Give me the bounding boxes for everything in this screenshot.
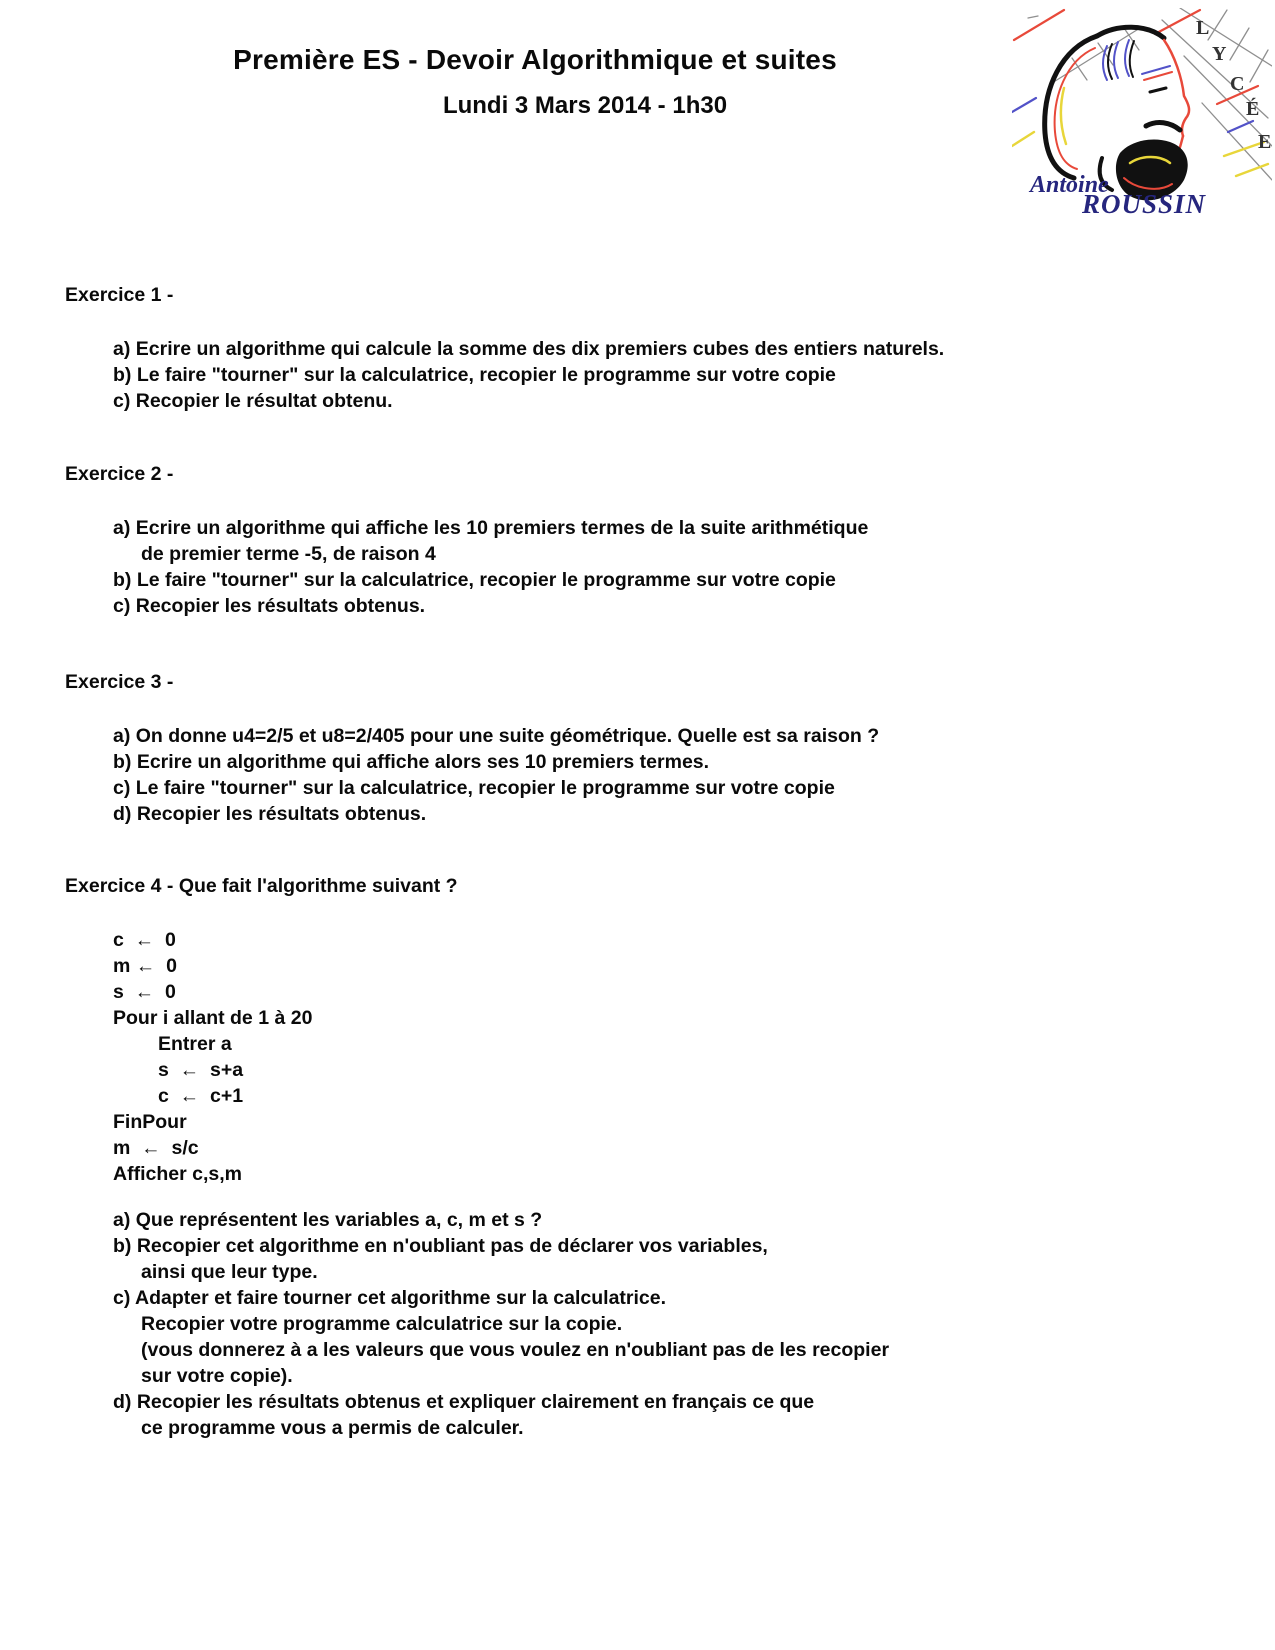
code-line-count: c ← c+1 xyxy=(158,1085,244,1107)
lycee-letter-l: L xyxy=(1196,17,1210,39)
exercise-1-item-a: a) Ecrire un algorithme qui calcule la somme des dix premiers cubes des entiers naturels. xyxy=(113,338,945,360)
exercise-3-item-b: b) Ecrire un algorithme qui affiche alors ses 10 premiers termes. xyxy=(113,751,710,773)
exercise-2-heading: Exercice 2 - xyxy=(65,463,174,485)
exercise-2-item-c: c) Recopier les résultats obtenus. xyxy=(113,595,426,617)
exercise-4-questions xyxy=(65,1207,1220,1441)
exercise-3-item-d: d) Recopier les résultats obtenus. xyxy=(113,803,427,825)
lycee-letter-e1: É xyxy=(1246,98,1260,120)
school-name-last: ROUSSIN xyxy=(1082,189,1207,215)
code-line-input: Entrer a xyxy=(158,1033,232,1055)
exercise-1-heading: Exercice 1 - xyxy=(65,284,174,306)
exercise-4 xyxy=(65,873,1220,1441)
code-line-m-init: m ← 0 xyxy=(113,955,177,977)
exercise-4-item-d: d) Recopier les résultats obtenus et expliquer clairement en français ce que xyxy=(113,1391,815,1413)
exercise-2 xyxy=(65,461,1220,619)
exercise-4-heading: Exercice 4 - Que fait l'algorithme suivant ? xyxy=(65,875,458,897)
school-logo xyxy=(1012,8,1272,215)
exercise-1-item-c: c) Recopier le résultat obtenu. xyxy=(113,390,393,412)
exercise-4-item-c-cont2: (vous donnerez à a les valeurs que vous voulez en n'oubliant pas de les recopier xyxy=(141,1339,890,1361)
code-line-for: Pour i allant de 1 à 20 xyxy=(113,1007,313,1029)
lycee-letter-c: C xyxy=(1230,73,1245,95)
exam-content xyxy=(0,282,1275,1441)
algorithm-code xyxy=(65,927,1220,1187)
code-line-sum: s ← s+a xyxy=(158,1059,244,1081)
exercise-4-item-c-cont3: sur votre copie). xyxy=(141,1365,293,1387)
exercise-1 xyxy=(65,282,1220,414)
exercise-3-item-a: a) On donne u4=2/5 et u8=2/405 pour une suite géométrique. Quelle est sa raison ? xyxy=(113,725,880,747)
exercise-3-heading: Exercice 3 - xyxy=(65,671,174,693)
exercise-2-item-a: a) Ecrire un algorithme qui affiche les 10 premiers termes de la suite arithmétique xyxy=(113,517,869,539)
exercise-4-item-d-cont: ce programme vous a permis de calculer. xyxy=(141,1417,524,1439)
page-title: Première ES - Devoir Algorithmique et suites xyxy=(233,44,837,75)
exercise-3 xyxy=(65,669,1220,827)
code-line-endfor: FinPour xyxy=(113,1111,187,1133)
exercise-4-item-b-cont: ainsi que leur type. xyxy=(141,1261,318,1283)
code-line-s-init: s ← 0 xyxy=(113,981,176,1003)
exercise-2-item-b: b) Le faire "tourner" sur la calculatrice, recopier le programme sur votre copie xyxy=(113,569,836,591)
lycee-letter-e2: E xyxy=(1258,131,1272,153)
lycee-letter-y: Y xyxy=(1212,43,1227,65)
lycee-roussin-logo-art xyxy=(1012,8,1272,215)
exercise-4-item-c: c) Adapter et faire tourner cet algorithme sur la calculatrice. xyxy=(113,1287,667,1309)
exercise-4-item-a: a) Que représentent les variables a, c, m et s ? xyxy=(113,1209,543,1231)
exercise-4-item-b: b) Recopier cet algorithme en n'oubliant pas de déclarer vos variables, xyxy=(113,1235,768,1257)
exercise-4-item-c-cont1: Recopier votre programme calculatrice sur la copie. xyxy=(141,1313,623,1335)
school-name-first: Antoine xyxy=(1030,172,1109,198)
exam-date: Lundi 3 Mars 2014 - 1h30 xyxy=(442,92,728,119)
code-line-c-init: c ← 0 xyxy=(113,929,176,951)
exercise-3-item-c: c) Le faire "tourner" sur la calculatrice, recopier le programme sur votre copie xyxy=(113,777,835,799)
exercise-1-item-b: b) Le faire "tourner" sur la calculatrice, recopier le programme sur votre copie xyxy=(113,364,836,386)
exercise-2-item-a-cont: de premier terme -5, de raison 4 xyxy=(141,543,436,565)
lycee-letters xyxy=(1196,17,1271,153)
code-line-mean: m ← s/c xyxy=(113,1137,199,1159)
code-line-display: Afficher c,s,m xyxy=(113,1163,242,1185)
